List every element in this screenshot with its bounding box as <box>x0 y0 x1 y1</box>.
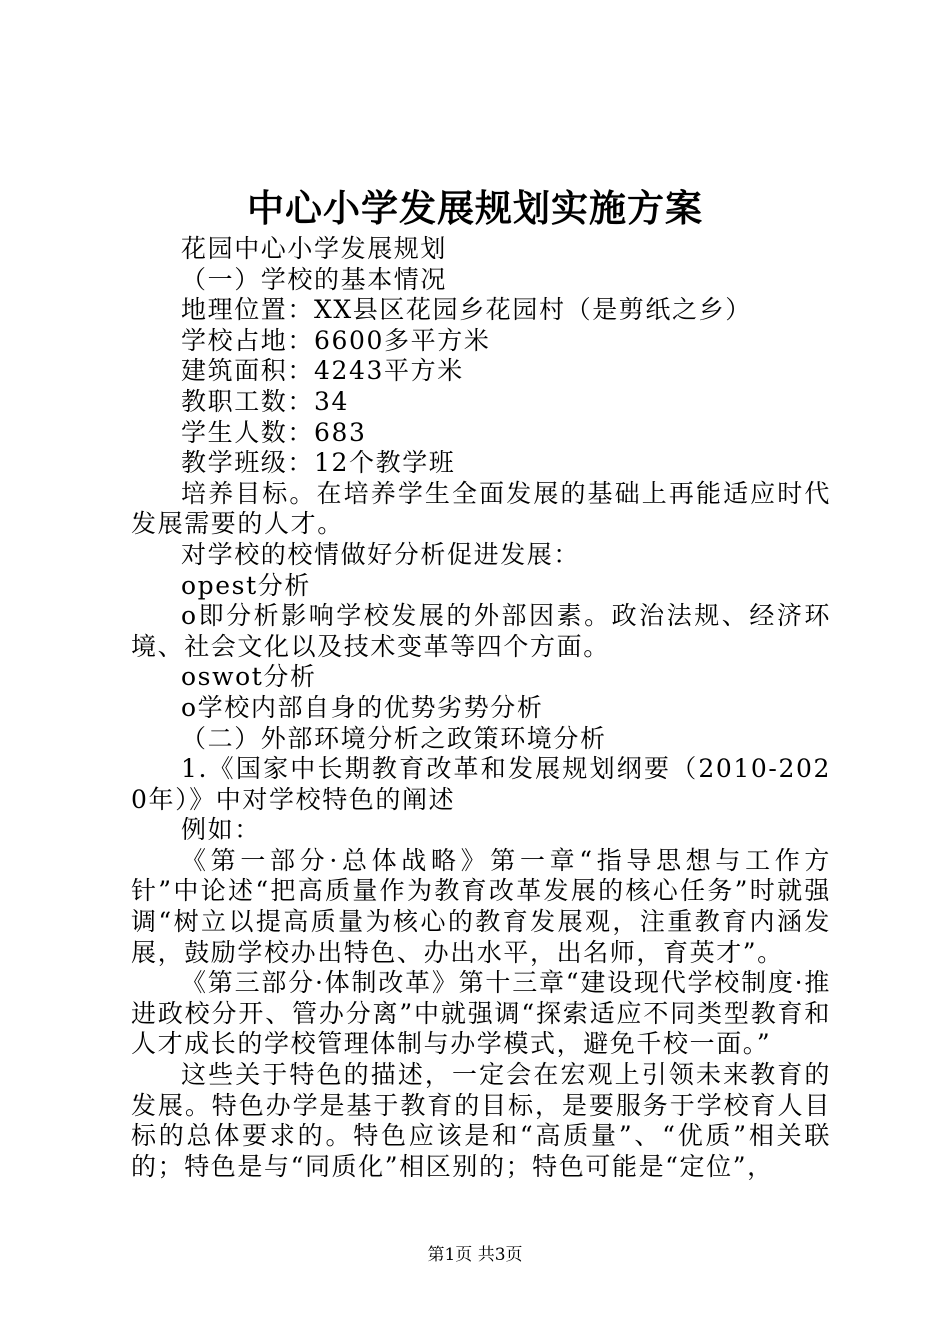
document-body <box>131 234 831 1182</box>
document-title: 中心小学发展规划实施方案 <box>247 186 703 230</box>
paragraph: 花园中心小学发展规划 <box>181 234 448 263</box>
paragraph: 建筑面积：4243平方米 <box>181 356 464 386</box>
paragraph: oswot分析 <box>181 662 317 692</box>
paragraph: 《第三部分·体制改革》第十三章“建设现代学校制度·推进政校分开、管办分离”中就强调“探索适应不同类型教育和人才成长的学校管理体制与办学模式，避免千校一面。” <box>131 968 831 1059</box>
paragraph: 教学班级：12个教学班 <box>181 448 456 478</box>
paragraph: opest分析 <box>181 570 311 600</box>
paragraph: 1.《国家中长期教育改革和发展规划纲要（2010-2020年）》中对学校特色的阐述 <box>131 754 831 814</box>
page-footer: 第1页 共3页 <box>427 1245 523 1265</box>
paragraph: 学校占地：6600多平方米 <box>181 325 491 355</box>
paragraph: 地理位置：XX县区花园乡花园村（是剪纸之乡） <box>181 295 752 325</box>
paragraph: 这些关于特色的描述，一定会在宏观上引领未来教育的发展。特色办学是基于教育的目标，是要服务于学校育人目标的总体要求的。特色应该是和“高质量”、“优质”相关联的；特色是与“同质化”相区别的；特色可能是“定位”， <box>131 1060 831 1181</box>
paragraph: 培养目标。在培养学生全面发展的基础上再能适应时代发展需要的人才。 <box>131 478 831 539</box>
paragraph: 教职工数：34 <box>181 386 350 416</box>
paragraph: （二）外部环境分析之政策环境分析 <box>181 723 607 753</box>
paragraph: （一）学校的基本情况 <box>181 264 448 294</box>
paragraph: o学校内部自身的优势劣势分析 <box>181 692 544 722</box>
paragraph: 学生人数：683 <box>181 417 367 447</box>
paragraph: 《第一部分·总体战略》第一章“指导思想与工作方针”中论述“把高质量作为教育改革发展的核心任务”时就强调“树立以提高质量为核心的教育发展观，注重教育内涵发展，鼓励学校办出特色、办出水平，出名师，育英才”。 <box>131 845 831 967</box>
paragraph: 对学校的校情做好分析促进发展： <box>181 539 581 569</box>
paragraph: o即分析影响学校发展的外部因素。政治法规、经济环境、社会文化以及技术变革等四个方面。 <box>131 601 831 661</box>
paragraph: 例如： <box>181 815 261 845</box>
